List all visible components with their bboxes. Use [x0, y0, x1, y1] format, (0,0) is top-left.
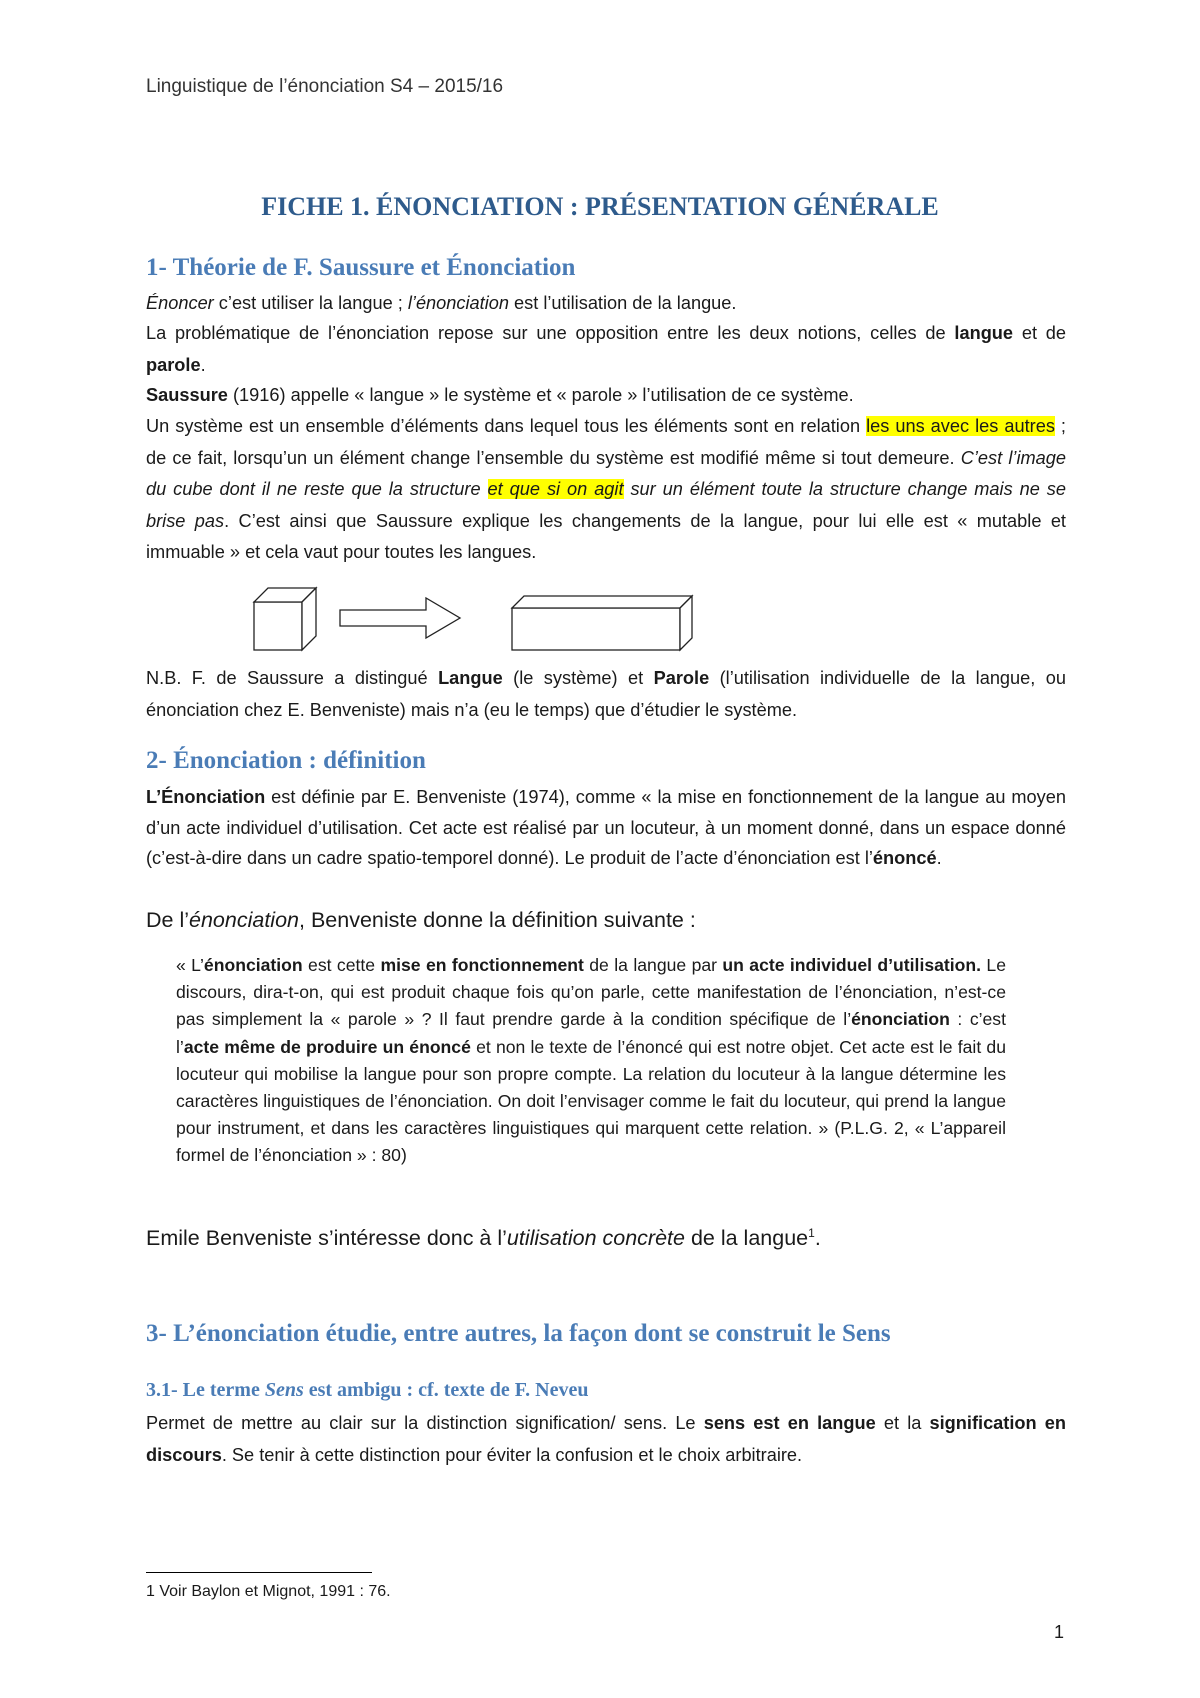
- section-1-paragraph-4: Un système est un ensemble d’éléments dans lequel tous les éléments sont en relation les uns avec les autres ; de ce fait, lorsqu’un un élément change l’ensemble du système est modifié même si tout demeure. C’est l’image du cube dont il ne reste que la structure et que si on agit sur un élément toute la structure change mais ne se brise pas. C’est ainsi que Saussure explique les changements de la langue, pour lui elle est « mutable et immuable » et cela vaut pour toutes les langues.: [146, 416, 1066, 562]
- section-3-heading: 3- L’énonciation étudie, entre autres, la façon dont se construit le Sens: [146, 1320, 891, 1347]
- subsection-3-1-heading: 3.1- Le terme Sens est ambigu : cf. texte de F. Neveu: [146, 1379, 589, 1401]
- footnote-reference: 1: [808, 1226, 815, 1240]
- highlight: et que si on agit: [487, 479, 624, 499]
- section-1-paragraph-1: Énoncer c’est utiliser la langue ; l’énonciation est l’utilisation de la langue.: [146, 293, 737, 313]
- page-number: 1: [1054, 1622, 1065, 1642]
- section-1-paragraph-3: Saussure (1916) appelle « langue » le système et « parole » l’utilisation de ce système.: [146, 385, 854, 405]
- footnote: 1 Voir Baylon et Mignot, 1991 : 76.: [146, 1583, 391, 1600]
- definition-intro: De l’énonciation, Benveniste donne la définition suivante :: [146, 908, 696, 932]
- conclusion-line: Emile Benveniste s’intéresse donc à l’utilisation concrète de la langue$^1$.: [146, 1226, 821, 1251]
- arrow-shape: [340, 598, 460, 638]
- document-title: FICHE 1. ÉNONCIATION : PRÉSENTATION GÉNÉRALE: [261, 192, 939, 221]
- cube-transformation-diagram: [250, 584, 710, 654]
- cube-shape: [254, 588, 316, 650]
- footnote-separator: [146, 1572, 372, 1573]
- section-2-paragraph-1: L’Énonciation est définie par E. Benveniste (1974), comme « la mise en fonctionnement de la langue au moyen d’un acte individuel d’utilisation. Cet acte est réalisé par un locuteur, à un moment donné, dans un espace donné (c’est-à-dire dans un cadre spatio-temporel donné). Le produit de l’acte d’énonciation est l’énoncé.: [146, 787, 1066, 868]
- section-1-paragraph-2: La problématique de l’énonciation repose sur une opposition entre les deux notions, celles de langue et de parole.: [146, 323, 1066, 375]
- flattened-box-shape: [512, 596, 692, 650]
- section-2-heading: 2- Énonciation : définition: [146, 747, 426, 774]
- nb-paragraph: N.B. F. de Saussure a distingué Langue (le système) et Parole (l’utilisation individuelle de la langue, ou énonciation chez E. Benveniste) mais n’a (eu le temps) que d’étudier le système.: [146, 668, 1066, 720]
- highlight: les uns avec les autres: [866, 416, 1055, 436]
- running-header: Linguistique de l’énonciation S4 – 2015/16: [146, 76, 504, 97]
- benveniste-quote: « L’énonciation est cette mise en fonctionnement de la langue par un acte individuel d’utilisation. Le discours, dira-t-on, qui est produit chaque fois qu’on parle, cette manifestation de l’énonciation, n’est-ce pas simplement la « parole » ? Il faut prendre garde à la condition spécifique de l’énonciation : c’est l’acte même de produire un énoncé et non le texte de l’énoncé qui est notre objet. Cet acte est le fait du locuteur qui mobilise la langue pour son propre compte. La relation du locuteur à la langue détermine les caractères linguistiques de l’énonciation. On doit l’envisager comme le fait du locuteur, qui prend la langue pour instrument, et dans les caractères linguistiques qui marquent cette relation. » (P.L.G. 2, « L’appareil formel de l’énonciation » : 80): [176, 955, 1007, 1166]
- section-3-paragraph-1: Permet de mettre au clair sur la distinction signification/ sens. Le sens est en langue et la signification en discours. Se tenir à cette distinction pour éviter la confusion et le choix arbitraire.: [146, 1413, 1066, 1465]
- section-1-heading: 1- Théorie de F. Saussure et Énonciation: [146, 254, 576, 281]
